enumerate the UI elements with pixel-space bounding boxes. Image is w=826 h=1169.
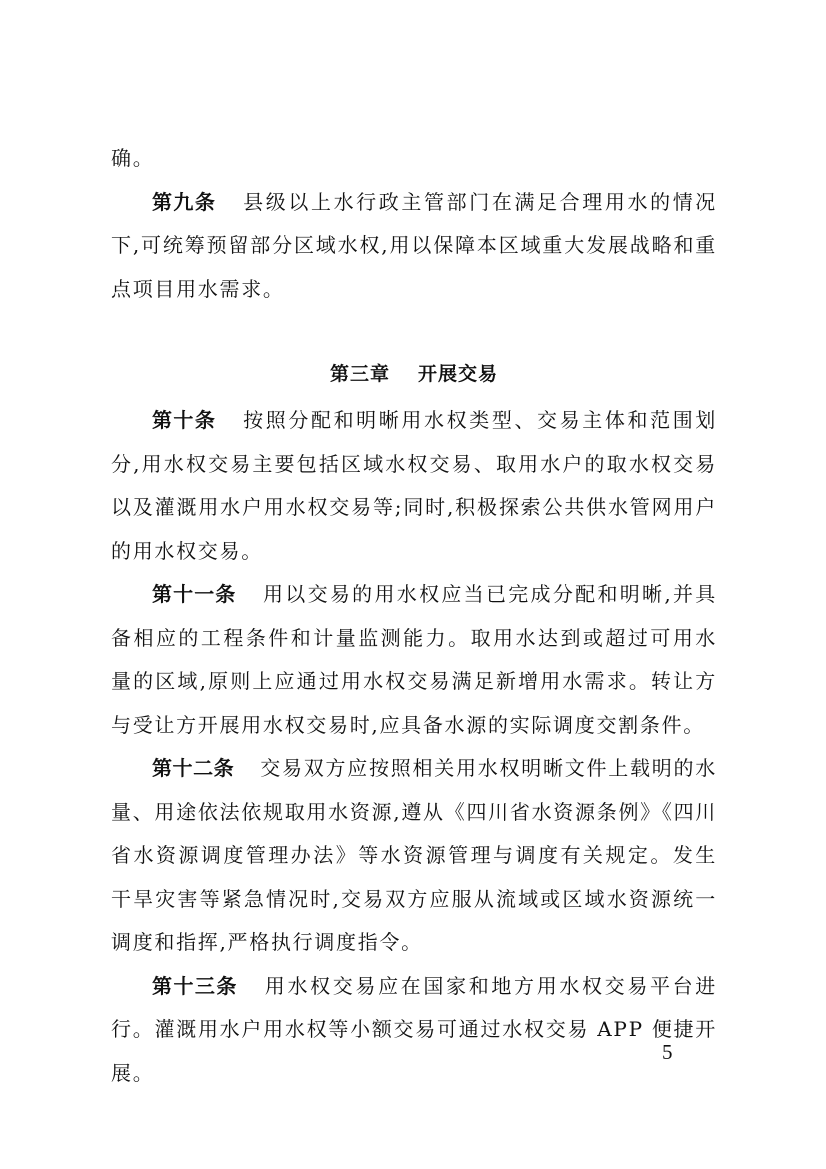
chapter-heading <box>111 354 717 394</box>
article-13-label: 第十三条 <box>152 973 238 998</box>
article-9-text: 县级以上水行政主管部门在满足合理用水的情况下,可统筹预留部分区域水权,用以保障本区域重大发展战略和重点项目用水需求。 <box>111 189 718 301</box>
chapter-number: 第三章 <box>329 363 390 385</box>
chapter-title: 开展交易 <box>418 363 499 385</box>
article-13 <box>111 965 717 1096</box>
article-11-label: 第十一条 <box>152 582 237 606</box>
article-11-text: 用以交易的用水权应当已完成分配和明晰,并具备相应的工程条件和计量监测能力。取用水达到或超过可用水量的区域,原则上应通过用水权交易满足新增用水需求。转让方与受让方开展用水权交易时,应具备水源的实际调度交割条件。 <box>111 582 717 737</box>
article-10-label: 第十条 <box>152 408 217 432</box>
article-11 <box>111 573 717 747</box>
page-number: 5 <box>662 1040 673 1064</box>
continuation-text: 确。 <box>111 146 155 170</box>
page-body <box>111 137 717 1095</box>
article-12-text: 交易双方应按照相关用水权明晰文件上载明的水量、用途依法依规取用水资源,遵从《四川省水资源条例》《四川省水资源调度管理办法》等水资源管理与调度有关规定。发生干旱灾害等紧急情况时,交易双方应服从流域或区域水资源统一调度和指挥,严格执行调度指令。 <box>111 756 718 954</box>
article-9 <box>111 181 717 312</box>
article-10 <box>111 399 717 573</box>
article-13-text: 用水权交易应在国家和地方用水权交易平台进行。灌溉用水户用水权等小额交易可通过水权交易 APP 便捷开展。 <box>111 973 718 1085</box>
article-9-label: 第九条 <box>152 189 217 214</box>
article-10-text: 按照分配和明晰用水权类型、交易主体和范围划分,用水权交易主要包括区域水权交易、取用水户的取水权交易以及灌溉用水户用水权交易等;同时,积极探索公共供水管网用户的用水权交易。 <box>111 408 718 563</box>
article-12-label: 第十二条 <box>152 756 235 780</box>
article-12 <box>111 747 717 965</box>
